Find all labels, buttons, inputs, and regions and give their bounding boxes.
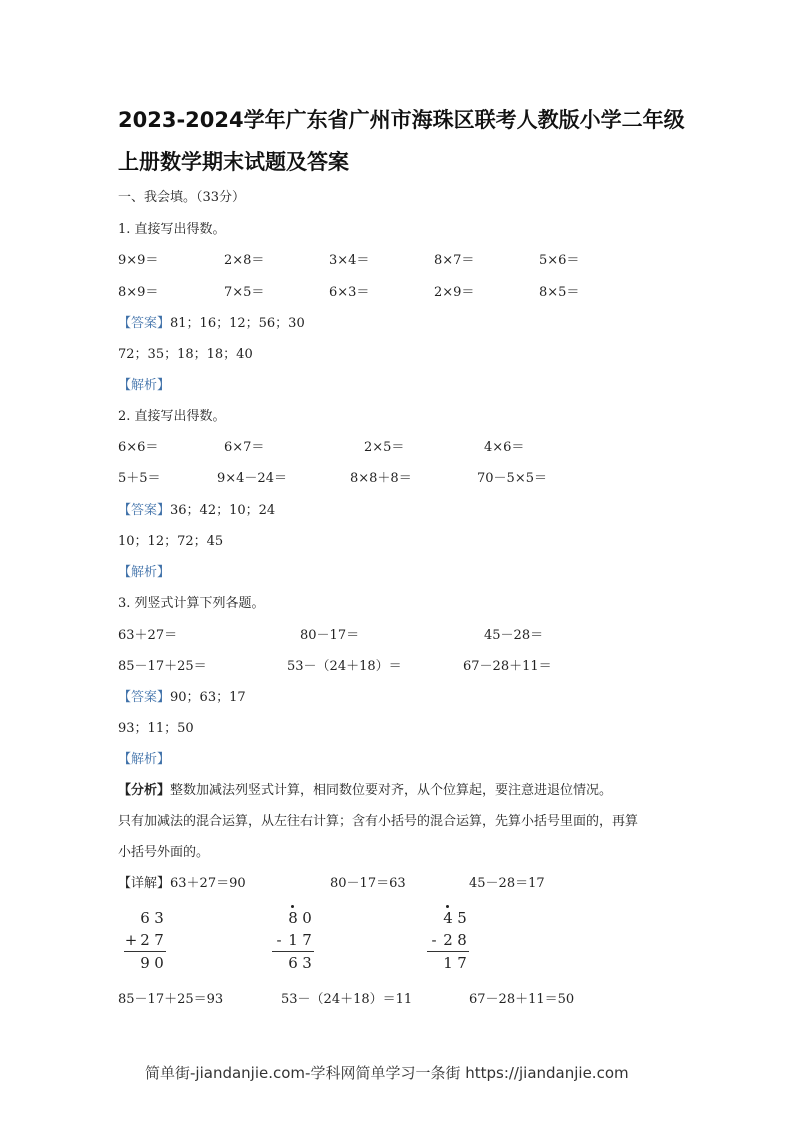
digit: 1 — [288, 931, 298, 949]
q3-item: 67－28＋11＝ — [463, 659, 552, 674]
q1-item: 8×5＝ — [539, 285, 580, 300]
q2-item: 8×8＋8＝ — [350, 471, 412, 486]
q2-item: 6×6＝ — [118, 440, 159, 455]
digit: 3 — [302, 954, 312, 972]
q1-item: 3×4＝ — [329, 253, 370, 268]
vertical-calc-1 — [124, 907, 166, 974]
detail-text: 85－17＋25＝93 — [118, 992, 224, 1007]
q3-item: 45－28＝ — [484, 628, 544, 643]
q1-item: 2×8＝ — [224, 253, 265, 268]
vertical-calc-2 — [272, 907, 314, 974]
digit: 7 — [302, 931, 312, 949]
q2-item: 6×7＝ — [224, 440, 265, 455]
footer-watermark: 简单街-jiandanjie.com-学科网简单学习一条街 https://jiandanjie.com — [145, 1064, 629, 1082]
answer-text: 72；35；18；18；40 — [118, 347, 253, 362]
operator: - — [276, 931, 282, 949]
answer-tag: 【答案】 — [118, 316, 171, 331]
q3-item: 53－（24＋18）＝ — [287, 659, 402, 674]
answer-text: 93；11；50 — [118, 721, 194, 736]
digit: 5 — [457, 909, 467, 927]
answer-text: 36；42；10；24 — [170, 503, 276, 518]
digit: 0 — [154, 954, 164, 972]
detail-text: 53－（24＋18）＝11 — [281, 992, 413, 1007]
title-line-2: 上册数学期末试题及答案 — [118, 150, 349, 174]
q3-answer — [118, 686, 246, 705]
analysis-tag: 【解析】 — [118, 378, 171, 393]
digit: 3 — [154, 909, 164, 927]
digit: 6 — [288, 954, 298, 972]
q3-prompt: 3. 列竖式计算下列各题。 — [118, 596, 265, 611]
answer-tag: 【答案】 — [118, 690, 171, 705]
q2-item: 70－5×5＝ — [477, 471, 547, 486]
q1-item: 5×6＝ — [539, 253, 580, 268]
q1-answer — [118, 312, 305, 331]
digit: 7 — [154, 931, 164, 949]
q1-item: 6×3＝ — [329, 285, 370, 300]
analysis-tag: 【解析】 — [118, 565, 171, 580]
fenxi-text: 小括号外面的。 — [118, 845, 210, 860]
digit: 2 — [443, 931, 453, 949]
vertical-calc-3 — [427, 907, 469, 974]
q3-item: 80－17＝ — [300, 628, 360, 643]
operator: + — [124, 931, 138, 949]
answer-text: 10；12；72；45 — [118, 534, 224, 549]
digit: 4 — [443, 909, 453, 927]
q2-prompt: 2. 直接写出得数。 — [118, 409, 226, 424]
title-line-1: 2023-2024学年广东省广州市海珠区联考人教版小学二年级 — [118, 108, 685, 132]
answer-text: 90；63；17 — [170, 690, 246, 705]
detail-text: 67－28＋11＝50 — [469, 992, 575, 1007]
borrow-dot-icon — [291, 905, 294, 908]
fenxi-text: 整数加减法列竖式计算，相同数位要对齐，从个位算起，要注意进退位情况。 — [170, 783, 613, 798]
digit: 0 — [302, 909, 312, 927]
q1-item: 8×7＝ — [434, 253, 475, 268]
fenxi — [118, 779, 612, 798]
q2-item: 5＋5＝ — [118, 471, 161, 486]
q1-item: 8×9＝ — [118, 285, 159, 300]
digit: 6 — [140, 909, 150, 927]
digit: 8 — [457, 931, 467, 949]
fenxi-tag: 【分析】 — [118, 783, 171, 798]
q2-answer — [118, 499, 275, 518]
q2-item: 9×4－24＝ — [217, 471, 287, 486]
q1-item: 7×5＝ — [224, 285, 265, 300]
answer-tag: 【答案】 — [118, 503, 171, 518]
q3-item: 85－17＋25＝ — [118, 659, 207, 674]
q1-item: 2×9＝ — [434, 285, 475, 300]
q1-prompt: 1. 直接写出得数。 — [118, 222, 226, 237]
q2-item: 4×6＝ — [484, 440, 525, 455]
answer-text: 81；16；12；56；30 — [170, 316, 305, 331]
detail-text: 63＋27＝90 — [170, 876, 246, 891]
borrow-dot-icon — [446, 905, 449, 908]
detail-text: 45－28＝17 — [469, 876, 545, 891]
digit: 7 — [457, 954, 467, 972]
detail-tag: 【详解】 — [118, 876, 171, 891]
digit: 2 — [140, 931, 150, 949]
section-heading: 一、我会填。（33分） — [118, 190, 246, 205]
fenxi-text: 只有加减法的混合运算，从左往右计算；含有小括号的混合运算，先算小括号里面的，再算 — [118, 814, 639, 829]
detail-text: 80－17＝63 — [330, 876, 406, 891]
q3-item: 63＋27＝ — [118, 628, 178, 643]
analysis-tag: 【解析】 — [118, 752, 171, 767]
digit: 1 — [443, 954, 453, 972]
q2-item: 2×5＝ — [364, 440, 405, 455]
digit: 8 — [288, 909, 298, 927]
q1-item: 9×9＝ — [118, 253, 159, 268]
detail — [118, 872, 246, 891]
digit: 9 — [140, 954, 150, 972]
operator: - — [431, 931, 437, 949]
